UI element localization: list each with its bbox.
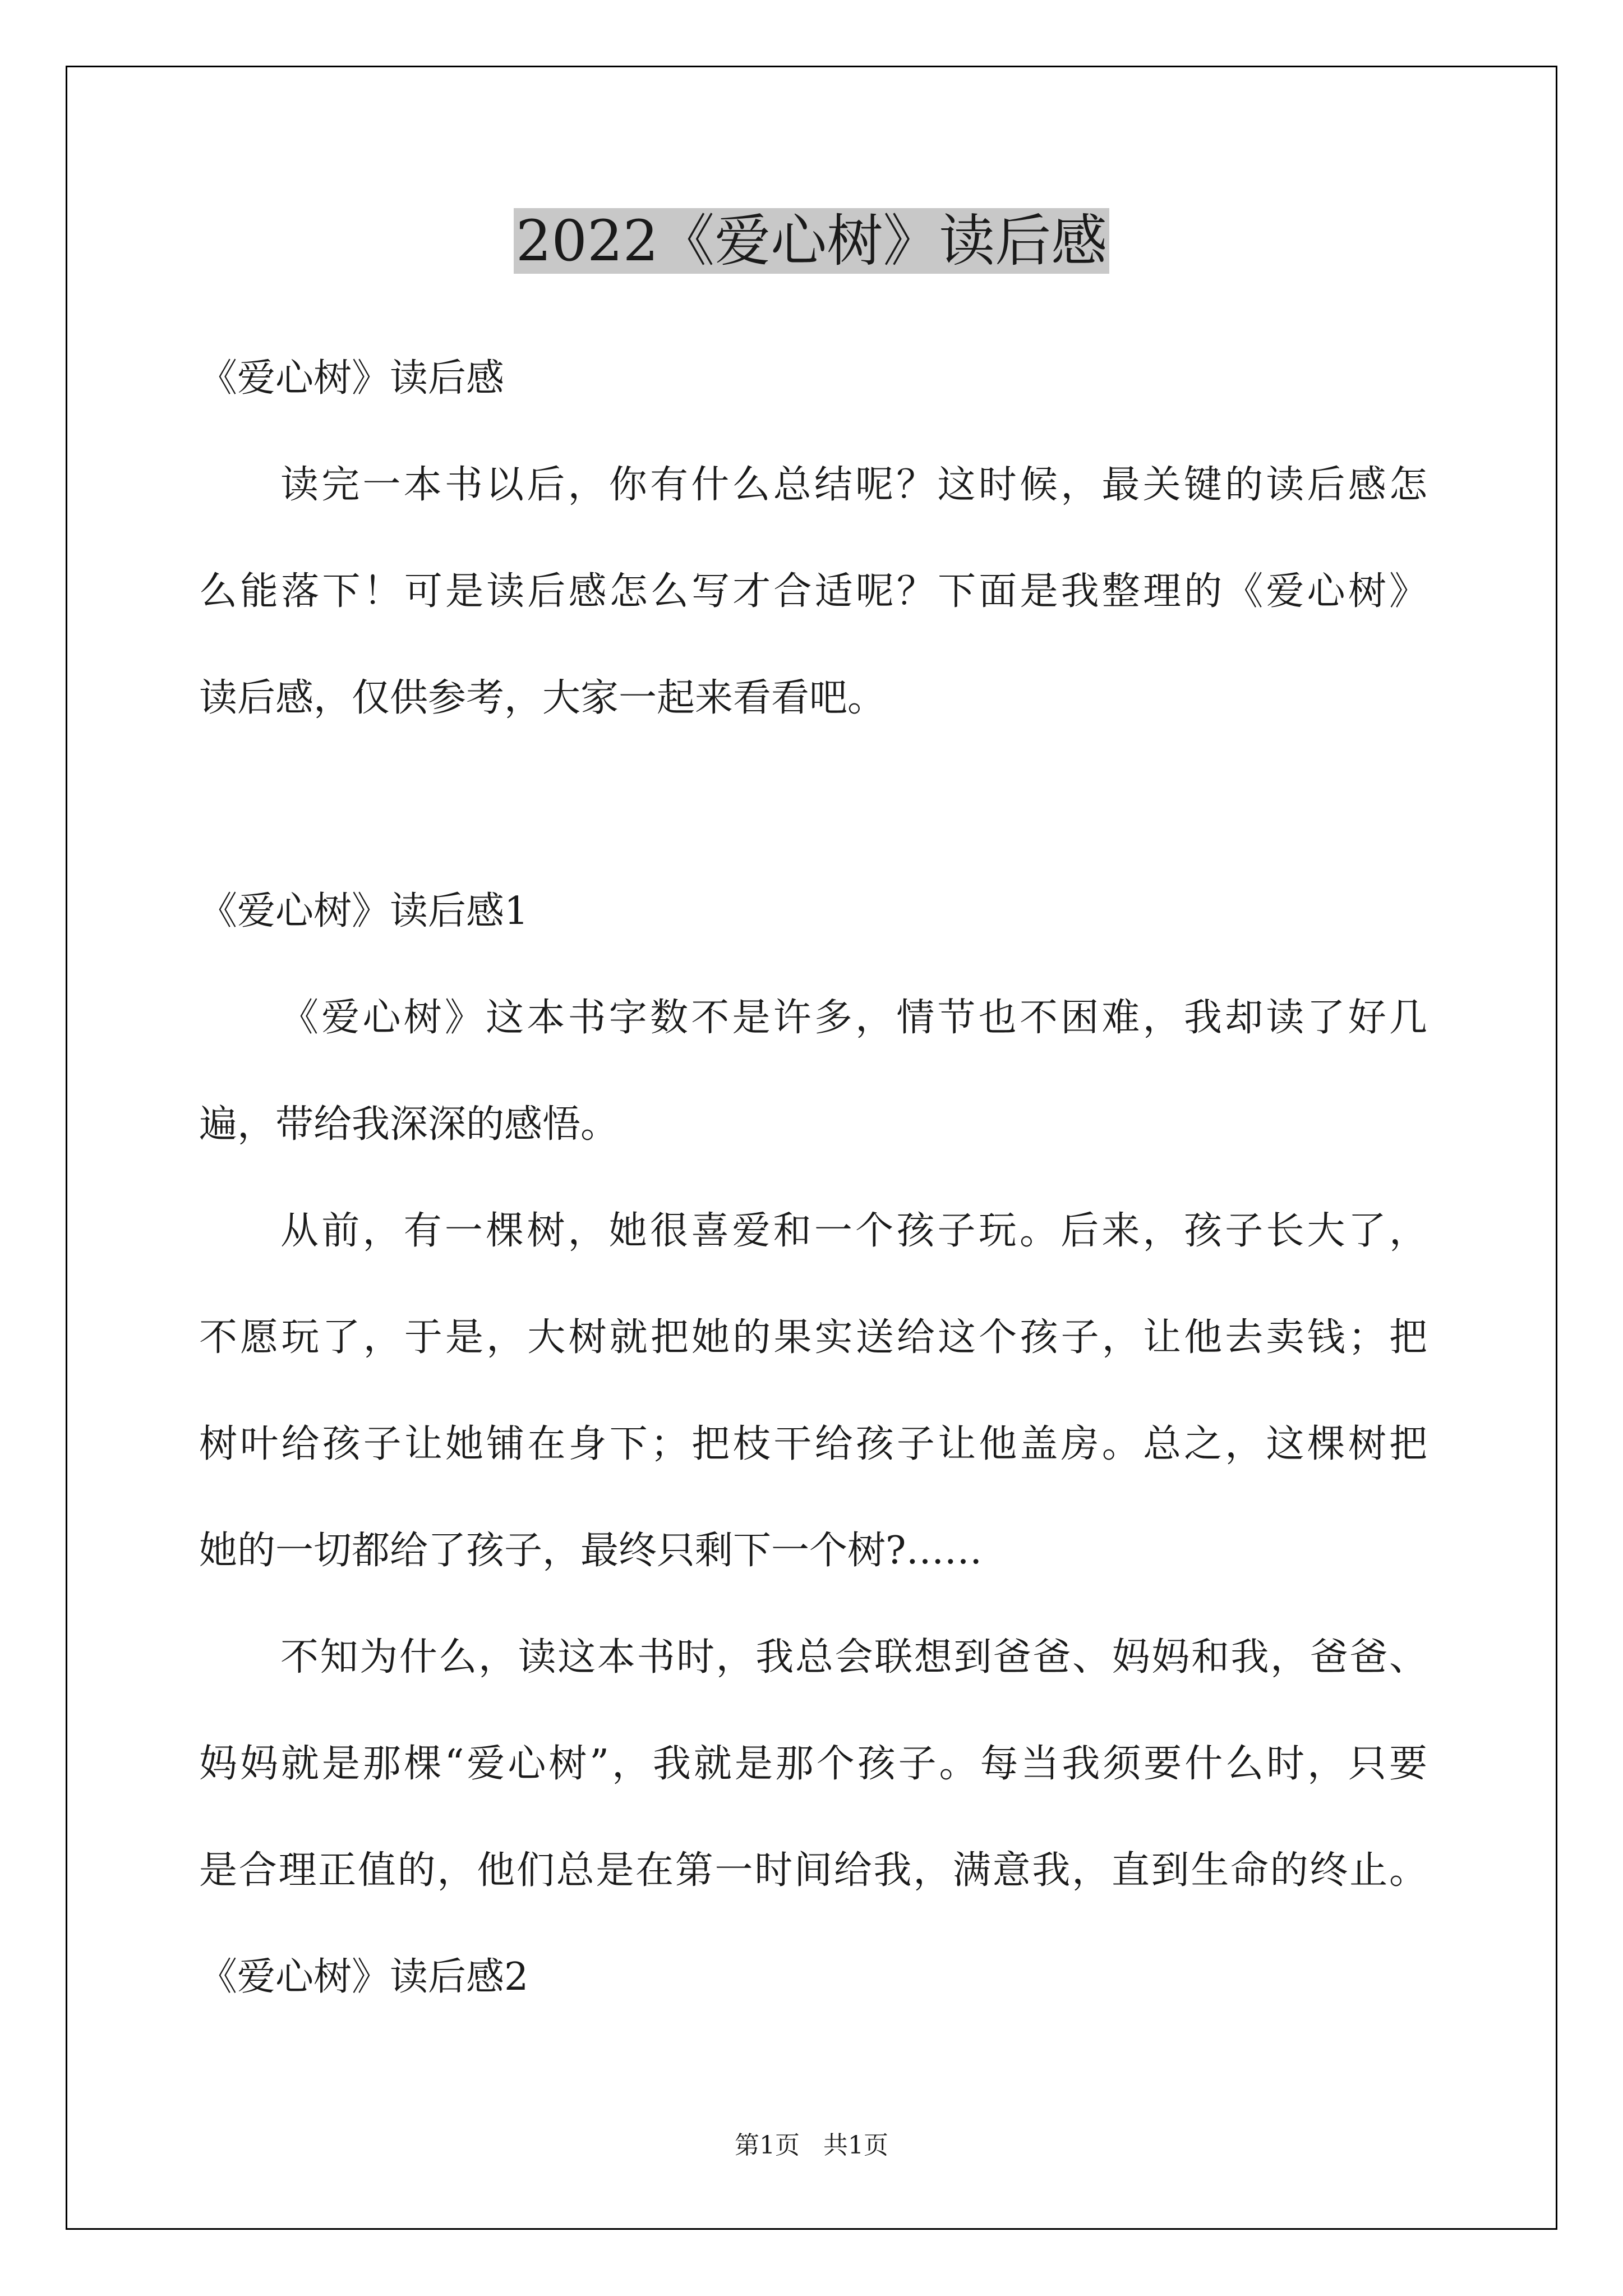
section1-p2-line-4: 她的一切都给了孩子，最终只剩下一个树?…… bbox=[199, 1529, 983, 1573]
section1-p3-line-1: 不知为什么，读这本书时，我总会联想到爸爸、妈妈和我，爸爸、 bbox=[280, 1635, 1427, 1680]
document-title bbox=[0, 202, 1623, 280]
intro-line-3: 读后感，仅供参考，大家一起来看看吧。 bbox=[199, 676, 886, 720]
section2-heading: 《爱心树》读后感2 bbox=[199, 1955, 529, 1999]
intro-line-1: 读完一本书以后，你有什么总结呢？这时候，最关键的读后感怎 bbox=[280, 463, 1427, 507]
section1-p1-line-2: 遍，带给我深深的感悟。 bbox=[199, 1102, 619, 1147]
intro-line-2: 么能落下！可是读后感怎么写才合适呢？下面是我整理的《爱心树》 bbox=[199, 569, 1427, 614]
section1-p3-line-3: 是合理正值的，他们总是在第一时间给我，满意我，直到生命的终止。 bbox=[199, 1848, 1427, 1893]
section1-p2-line-2: 不愿玩了，于是，大树就把她的果实送给这个孩子，让他去卖钱；把 bbox=[199, 1315, 1427, 1360]
page-footer: 第1页 共1页 bbox=[735, 2131, 888, 2160]
document-title-text: 2022《爱心树》读后感 bbox=[514, 208, 1110, 274]
intro-heading: 《爱心树》读后感 bbox=[199, 356, 505, 401]
section1-heading: 《爱心树》读后感1 bbox=[199, 889, 529, 933]
section1-p2-line-1: 从前，有一棵树，她很喜爱和一个孩子玩。后来，孩子长大了， bbox=[280, 1209, 1427, 1253]
section1-p2-line-3: 树叶给孩子让她铺在身下；把枝干给孩子让他盖房。总之，这棵树把 bbox=[199, 1422, 1427, 1466]
section1-p1-line-1: 《爱心树》这本书字数不是许多，情节也不困难，我却读了好几 bbox=[280, 996, 1427, 1040]
section1-p3-line-2: 妈妈就是那棵“爱心树”，我就是那个孩子。每当我须要什么时，只要 bbox=[199, 1742, 1427, 1786]
